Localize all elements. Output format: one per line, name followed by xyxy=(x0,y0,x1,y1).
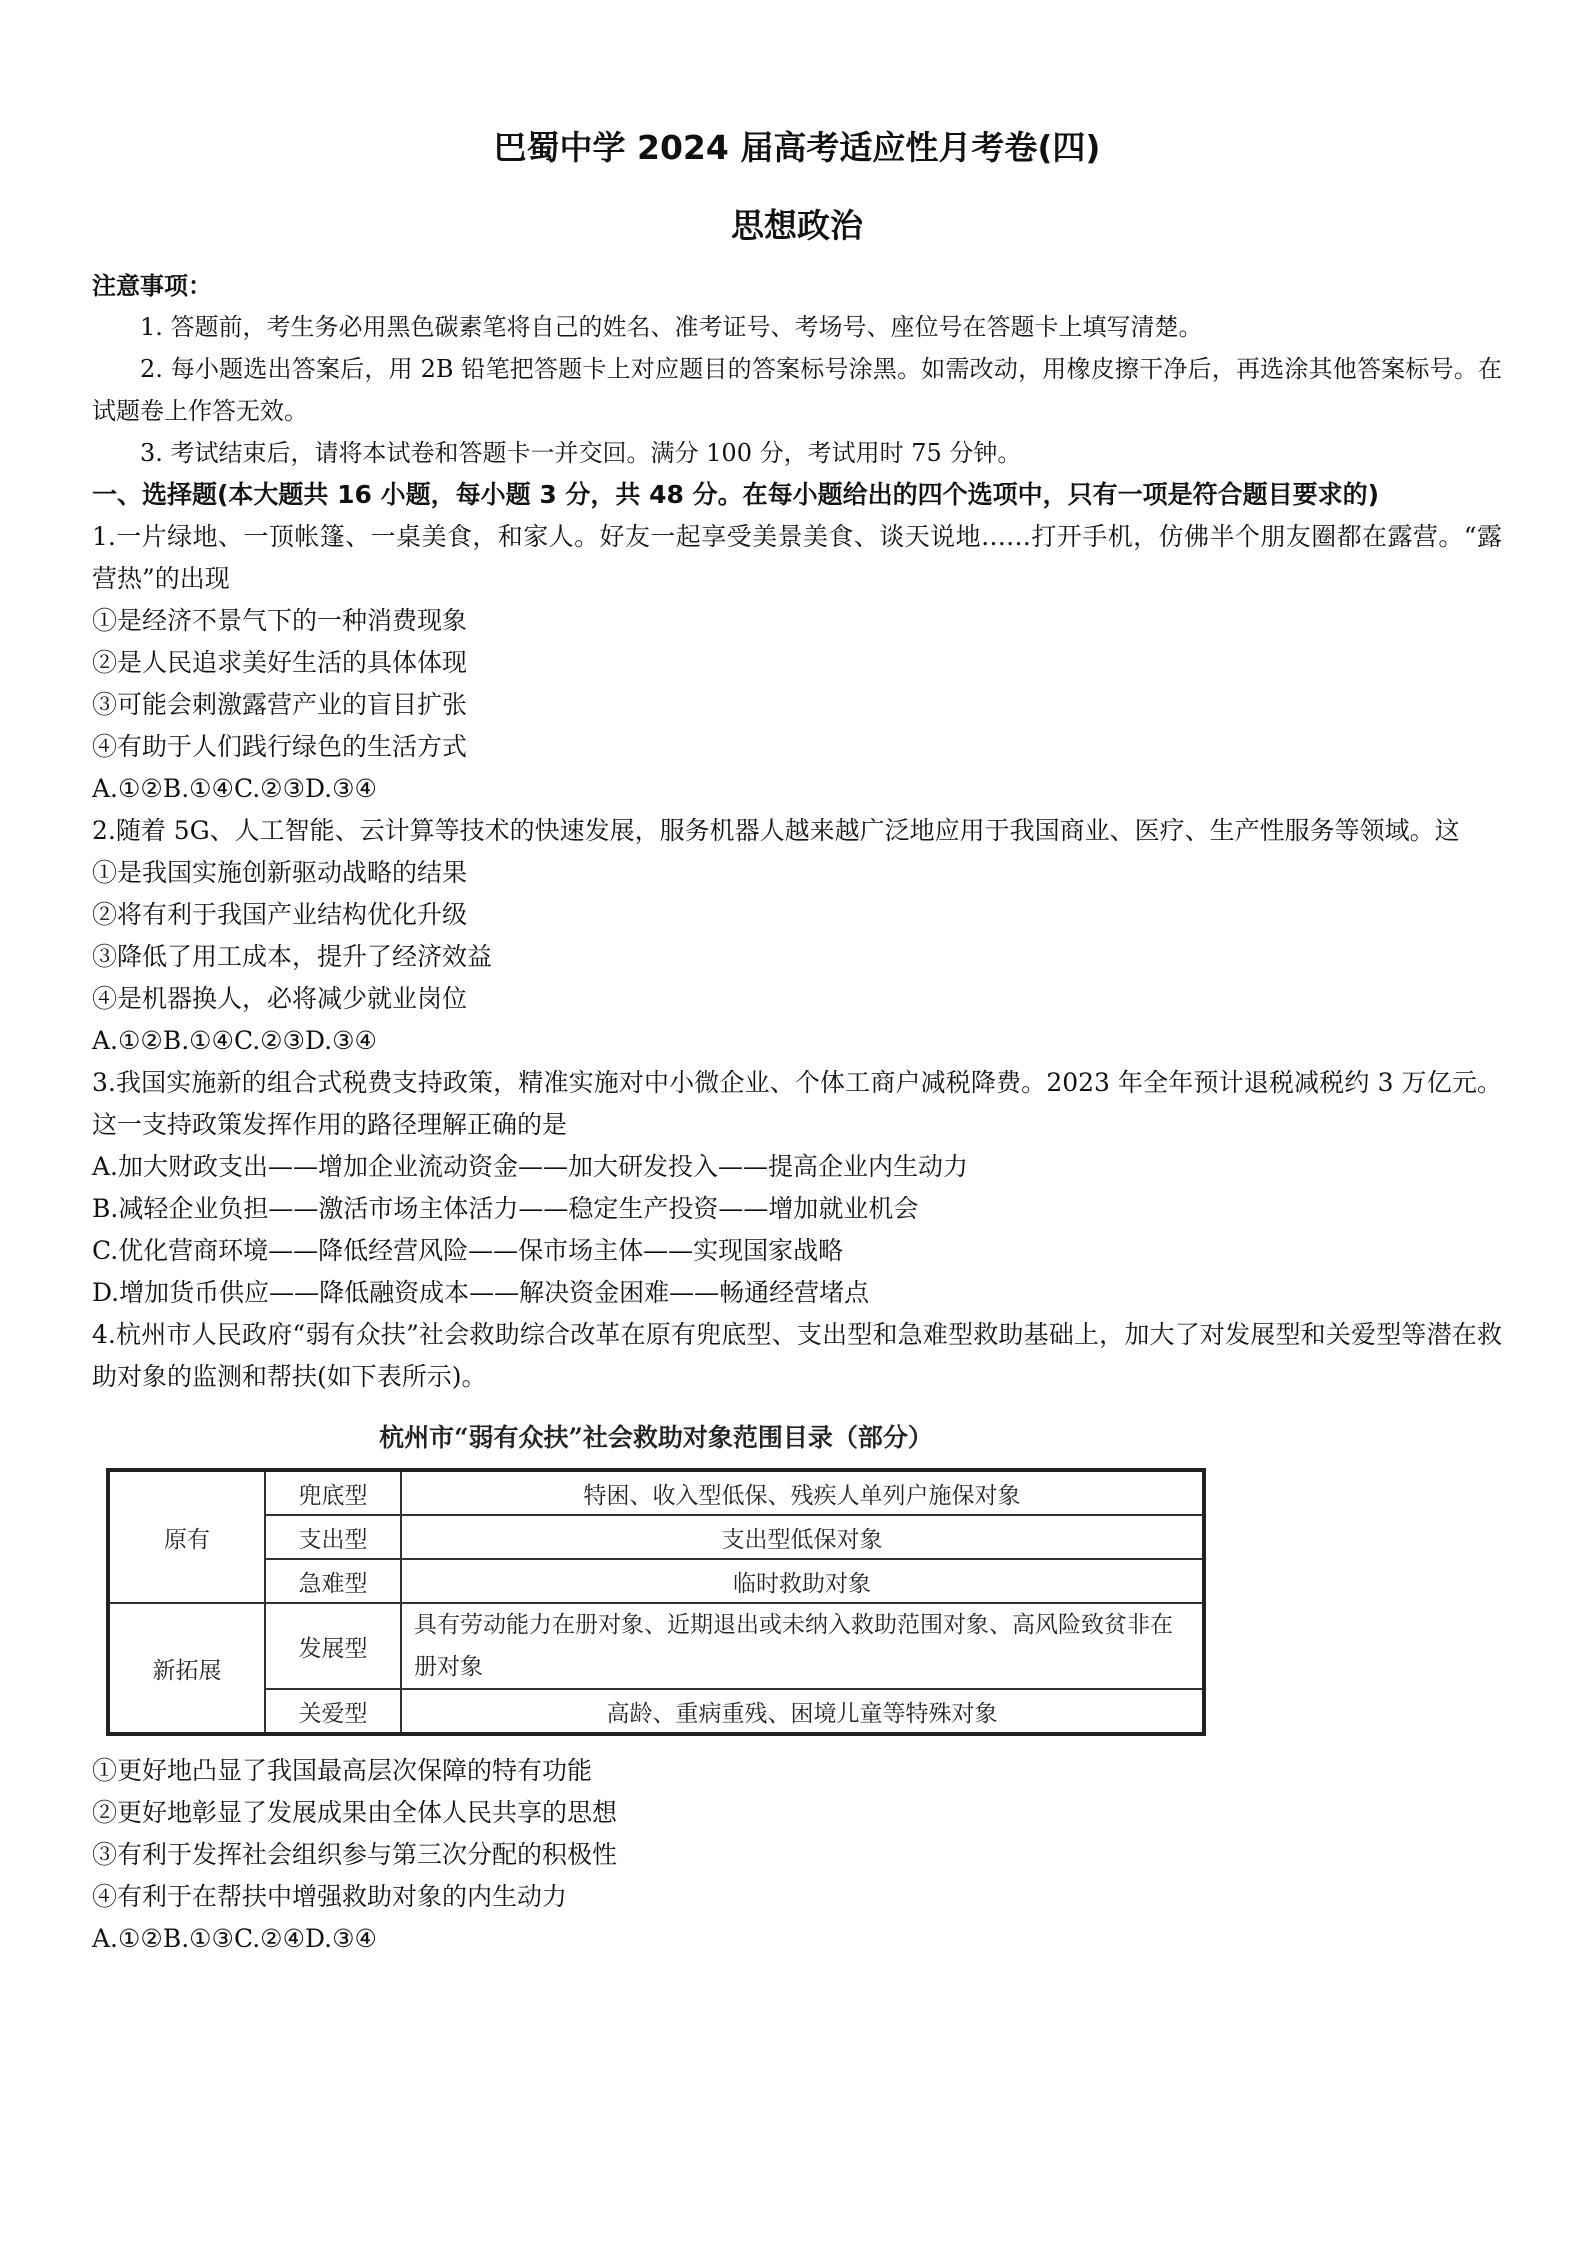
question-1 xyxy=(92,516,1502,810)
answer-choices: A.①②B.①④C.②③D.③④ xyxy=(92,1026,377,1055)
question-4 xyxy=(92,1314,1502,1960)
category-cell: 原有 xyxy=(108,1470,265,1603)
statement-option: ③降低了用工成本，提升了经济效益 xyxy=(92,942,493,971)
subject-title: 思想政治 xyxy=(731,206,863,245)
notice-item: 2. 每小题选出答案后，用 2B 铅笔把答题卡上对应题目的答案标号涂黑。如需改动，用橡皮擦干净后，再选涂其他答案标号。在试题卷上作答无效。 xyxy=(92,355,1502,425)
statement-option: ②更好地彰显了发展成果由全体人民共享的思想 xyxy=(92,1798,618,1827)
statement-option: ①更好地凸显了我国最高层次保障的特有功能 xyxy=(92,1756,593,1785)
exam-title: 巴蜀中学 2024 届高考适应性月考卷(四) xyxy=(493,128,1101,167)
section-heading: 一、选择题(本大题共 16 小题，每小题 3 分，共 48 分。在每小题给出的四个选项中，只有一项是符合题目要求的) xyxy=(92,480,1380,509)
answer-option-a: A.加大财政支出——增加企业流动资金——加大研发投入——提高企业内生动力 xyxy=(92,1152,969,1181)
scope-table xyxy=(106,1468,1206,1736)
category-cell: 新拓展 xyxy=(108,1603,265,1734)
table-row xyxy=(108,1689,1204,1734)
table-title: 杭州市“弱有众扶”社会救助对象范围目录（部分） xyxy=(379,1423,933,1452)
answer-choices: A.①②B.①③C.②④D.③④ xyxy=(92,1924,377,1953)
table-row xyxy=(108,1603,1204,1689)
question-stem: 2.随着 5G、人工智能、云计算等技术的快速发展，服务机器人越来越广泛地应用于我国商业、医疗、生产性服务等领域。这 xyxy=(92,816,1460,845)
type-cell: 兜底型 xyxy=(265,1470,401,1515)
notice-item: 3. 考试结束后，请将本试卷和答题卡一并交回。满分 100 分，考试用时 75 分钟。 xyxy=(140,439,1022,467)
table-row xyxy=(108,1470,1204,1515)
question-stem: 3.我国实施新的组合式税费支持政策，精准实施对中小微企业、个体工商户减税降费。2023 年全年预计退税减税约 3 万亿元。这一支持政策发挥作用的路径理解正确的是 xyxy=(92,1068,1502,1139)
question-stem: 1.一片绿地、一顶帐篷、一桌美食，和家人。好友一起享受美景美食、谈天说地……打开手机，仿佛半个朋友圈都在露营。“露营热”的出现 xyxy=(92,522,1502,593)
answer-choices: A.①②B.①④C.②③D.③④ xyxy=(92,774,377,803)
table-row xyxy=(108,1515,1204,1559)
desc-cell: 临时救助对象 xyxy=(401,1559,1204,1603)
statement-option: ③可能会刺激露营产业的盲目扩张 xyxy=(92,690,468,719)
statement-option: ④有利于在帮扶中增强救助对象的内生动力 xyxy=(92,1882,568,1911)
table-row xyxy=(108,1559,1204,1603)
question-3 xyxy=(92,1062,1502,1314)
answer-option-c: C.优化营商环境——降低经营风险——保市场主体——实现国家战略 xyxy=(92,1236,844,1265)
type-cell: 急难型 xyxy=(265,1559,401,1603)
type-cell: 支出型 xyxy=(265,1515,401,1559)
question-stem: 4.杭州市人民政府“弱有众扶”社会救助综合改革在原有兜底型、支出型和急难型救助基础上，加大了对发展型和关爱型等潜在救助对象的监测和帮扶(如下表所示)。 xyxy=(92,1320,1502,1391)
statement-option: ④是机器换人，必将减少就业岗位 xyxy=(92,984,468,1013)
statement-option: ②将有利于我国产业结构优化升级 xyxy=(92,900,468,929)
question-2 xyxy=(92,810,1502,1062)
statement-option: ③有利于发挥社会组织参与第三次分配的积极性 xyxy=(92,1840,618,1869)
statement-option: ②是人民追求美好生活的具体体现 xyxy=(92,648,468,677)
notice-item: 1. 答题前，考生务必用黑色碳素笔将自己的姓名、准考证号、考场号、座位号在答题卡上填写清楚。 xyxy=(140,313,1203,341)
desc-cell: 具有劳动能力在册对象、近期退出或未纳入救助范围对象、高风险致贫非在册对象 xyxy=(401,1603,1204,1689)
statement-option: ①是我国实施创新驱动战略的结果 xyxy=(92,858,468,887)
desc-cell: 特困、收入型低保、残疾人单列户施保对象 xyxy=(401,1470,1204,1515)
type-cell: 发展型 xyxy=(265,1603,401,1689)
statement-option: ④有助于人们践行绿色的生活方式 xyxy=(92,732,468,761)
assistance-scope-table xyxy=(106,1418,1206,1736)
desc-cell: 高龄、重病重残、困境儿童等特殊对象 xyxy=(401,1689,1204,1734)
type-cell: 关爱型 xyxy=(265,1689,401,1734)
notice-heading: 注意事项： xyxy=(92,272,212,300)
answer-option-b: B.减轻企业负担——激活市场主体活力——稳定生产投资——增加就业机会 xyxy=(92,1194,919,1223)
desc-cell: 支出型低保对象 xyxy=(401,1515,1204,1559)
exam-page xyxy=(92,128,1502,1960)
answer-option-d: D.增加货币供应——降低融资成本——解决资金困难——畅通经营堵点 xyxy=(92,1278,870,1307)
statement-option: ①是经济不景气下的一种消费现象 xyxy=(92,606,468,635)
